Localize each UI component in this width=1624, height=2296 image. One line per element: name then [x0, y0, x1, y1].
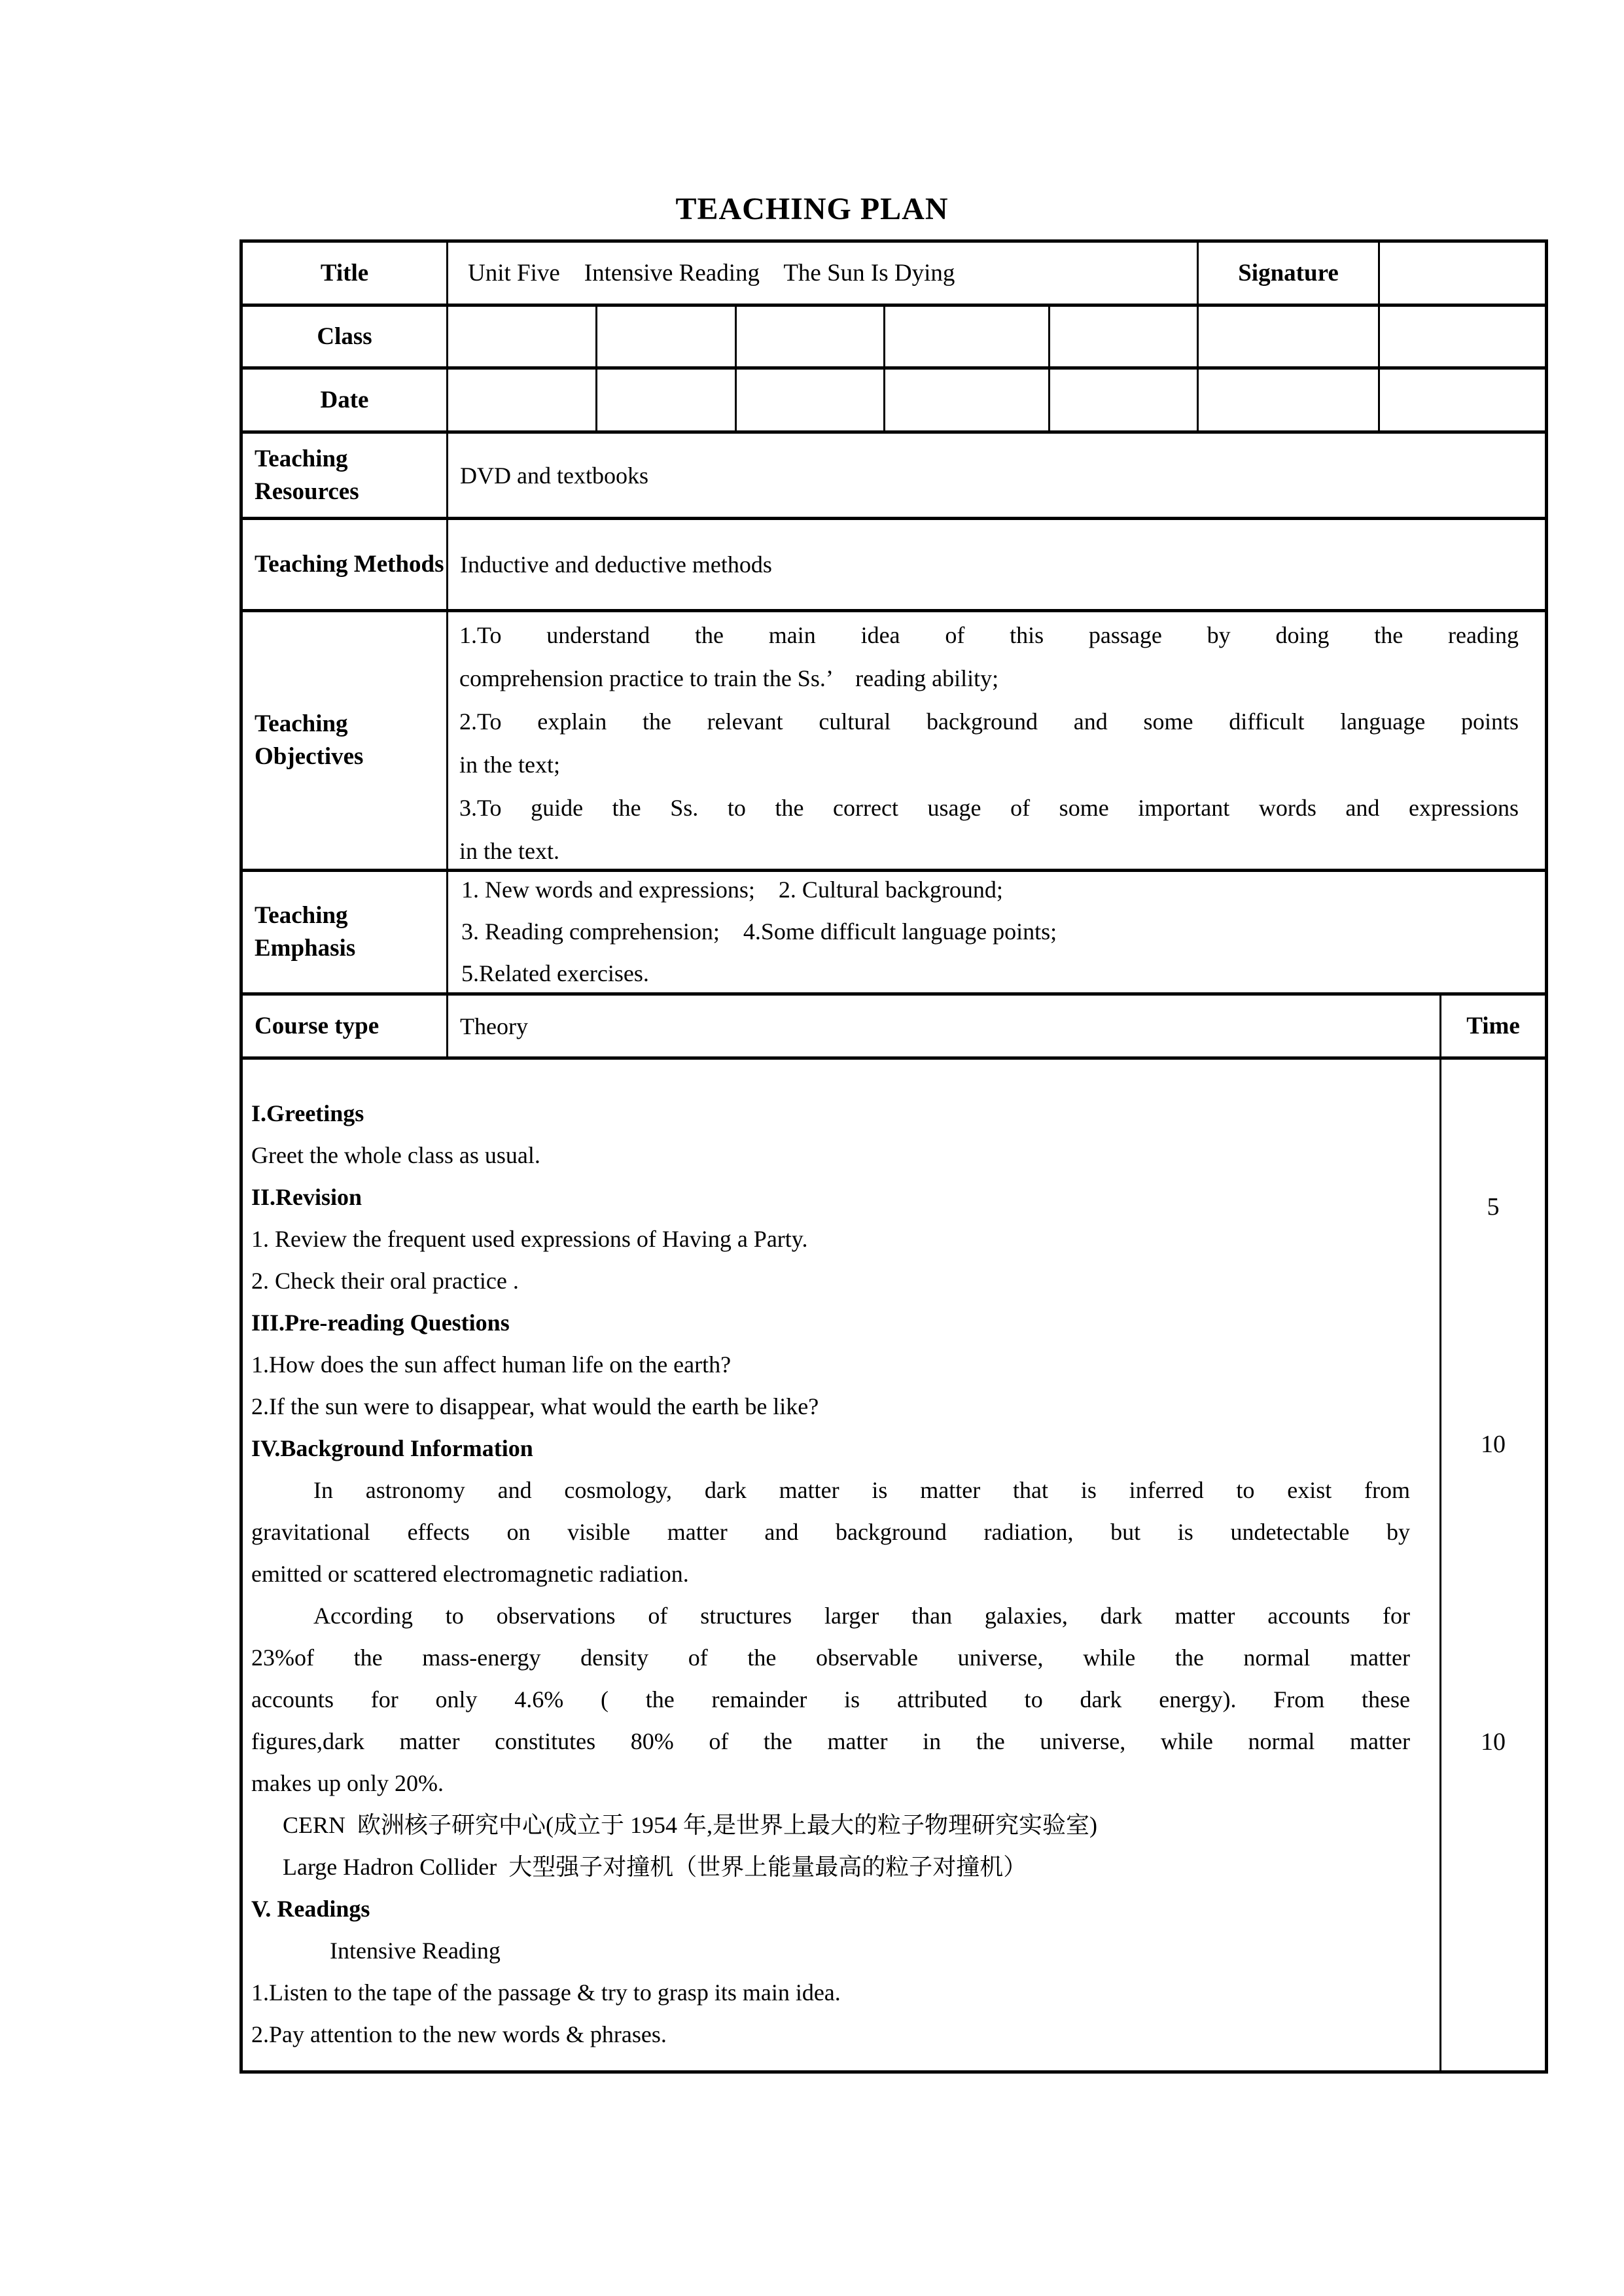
time-header: Time: [1466, 1013, 1520, 1039]
body-line: III.Pre-reading Questions: [251, 1310, 510, 1336]
teaching-objectives-value: [448, 612, 1545, 869]
time-value: 5: [1487, 1193, 1500, 1221]
date-cell: [1050, 370, 1199, 430]
class-cell: [737, 307, 885, 366]
body-line: CERN 欧洲核子研究中心(成立于 1954 年,是世界上最大的粒子物理研究实验室): [283, 1812, 1097, 1838]
body-line: figures,dark matter constitutes 80% of the matter in the universe, while normal matter: [251, 1728, 1410, 1754]
body-line: I.Greetings: [251, 1100, 364, 1126]
teaching-methods-value: Inductive and deductive methods: [460, 551, 772, 578]
body-line: 1.How does the sun affect human life on the earth?: [251, 1351, 732, 1378]
row-title: [243, 243, 1545, 307]
body-line: According to observations of structures larger than galaxies, dark matter accounts for: [313, 1603, 1410, 1629]
row-date: [243, 370, 1545, 434]
title-value: Unit Five Intensive Reading The Sun Is Dying: [448, 243, 1199, 304]
row-teaching-objectives: [243, 612, 1545, 872]
class-cell: [1380, 307, 1545, 366]
teaching-plan-table: [239, 239, 1548, 2074]
date-label: Date: [243, 370, 448, 430]
row-class: [243, 307, 1545, 370]
body-line: In astronomy and cosmology, dark matter is matter that is inferred to exist from: [313, 1477, 1410, 1503]
body-line: accounts for only 4.6% ( the remainder is attributed to dark energy). From these: [251, 1686, 1410, 1713]
date-cell: [885, 370, 1050, 430]
objectives-line: comprehension practice to train the Ss.’ reading ability;: [459, 665, 999, 691]
class-cell: [597, 307, 737, 366]
body-line: V. Readings: [251, 1896, 370, 1922]
class-cell: [1050, 307, 1199, 366]
objectives-line: 1.To understand the main idea of this passage by doing the reading: [459, 622, 1519, 648]
row-teaching-resources: [243, 434, 1545, 520]
emphasis-line: 1. New words and expressions; 2. Cultural background;: [461, 877, 1003, 903]
title-label: Title: [243, 243, 448, 304]
body-line: IV.Background Information: [251, 1435, 533, 1461]
body-line: 2. Check their oral practice .: [251, 1268, 519, 1294]
objectives-line: 2.To explain the relevant cultural background and some difficult language points: [459, 708, 1519, 735]
signature-label: Signature: [1199, 243, 1380, 304]
class-cell: [885, 307, 1050, 366]
emphasis-line: 5.Related exercises.: [461, 960, 649, 986]
objectives-line: 3.To guide the Ss. to the correct usage of some important words and expressions: [459, 795, 1519, 821]
emphasis-line: 3. Reading comprehension; 4.Some difficult language points;: [461, 918, 1057, 945]
row-teaching-methods: [243, 520, 1545, 612]
body-line: 23%of the mass-energy density of the observable universe, while the normal matter: [251, 1644, 1410, 1671]
teaching-emphasis-label: Teaching Emphasis: [243, 872, 448, 992]
date-cell: [597, 370, 737, 430]
class-cell: [1199, 307, 1380, 366]
body-line: 2.Pay attention to the new words & phrases.: [251, 2021, 667, 2047]
teaching-resources-label: Teaching Resources: [243, 434, 448, 517]
lesson-body-text: [243, 1060, 1441, 2070]
body-line: 2.If the sun were to disappear, what would the earth be like?: [251, 1393, 819, 1419]
body-line: Intensive Reading: [330, 1938, 501, 1964]
class-cell: [448, 307, 597, 366]
teaching-methods-label: Teaching Methods: [243, 520, 448, 609]
teaching-emphasis-value: [448, 872, 1545, 992]
objectives-line: in the text;: [459, 752, 560, 778]
course-type-label: Course type: [243, 996, 448, 1056]
time-value: 10: [1481, 1431, 1506, 1458]
time-value: 10: [1481, 1728, 1506, 1756]
date-cell: [737, 370, 885, 430]
row-lesson-body: [243, 1060, 1545, 2070]
date-cell: [448, 370, 597, 430]
body-line: II.Revision: [251, 1184, 362, 1210]
body-line: gravitational effects on visible matter and background radiation, but is undetectable by: [251, 1519, 1410, 1545]
body-line: emitted or scattered electromagnetic radiation.: [251, 1561, 689, 1587]
date-cell: [1380, 370, 1545, 430]
document-title: TEACHING PLAN: [675, 192, 949, 226]
course-type-value: Theory: [448, 996, 1441, 1056]
teaching-objectives-label: Teaching Objectives: [243, 612, 448, 869]
body-line: makes up only 20%.: [251, 1770, 444, 1796]
signature-value-cell: [1380, 243, 1545, 304]
teaching-resources-value: DVD and textbooks: [460, 462, 648, 489]
objectives-line: in the text.: [459, 838, 559, 864]
body-line: Large Hadron Collider 大型强子对撞机（世界上能量最高的粒子对撞机）: [283, 1854, 1027, 1880]
body-line: 1. Review the frequent used expressions of Having a Party.: [251, 1226, 808, 1252]
time-values-column: [1441, 1060, 1545, 2070]
body-line: Greet the whole class as usual.: [251, 1142, 540, 1168]
row-course-type: [243, 996, 1545, 1060]
class-label: Class: [243, 307, 448, 366]
body-line: 1.Listen to the tape of the passage & try to grasp its main idea.: [251, 1979, 841, 2006]
row-teaching-emphasis: [243, 872, 1545, 996]
date-cell: [1199, 370, 1380, 430]
